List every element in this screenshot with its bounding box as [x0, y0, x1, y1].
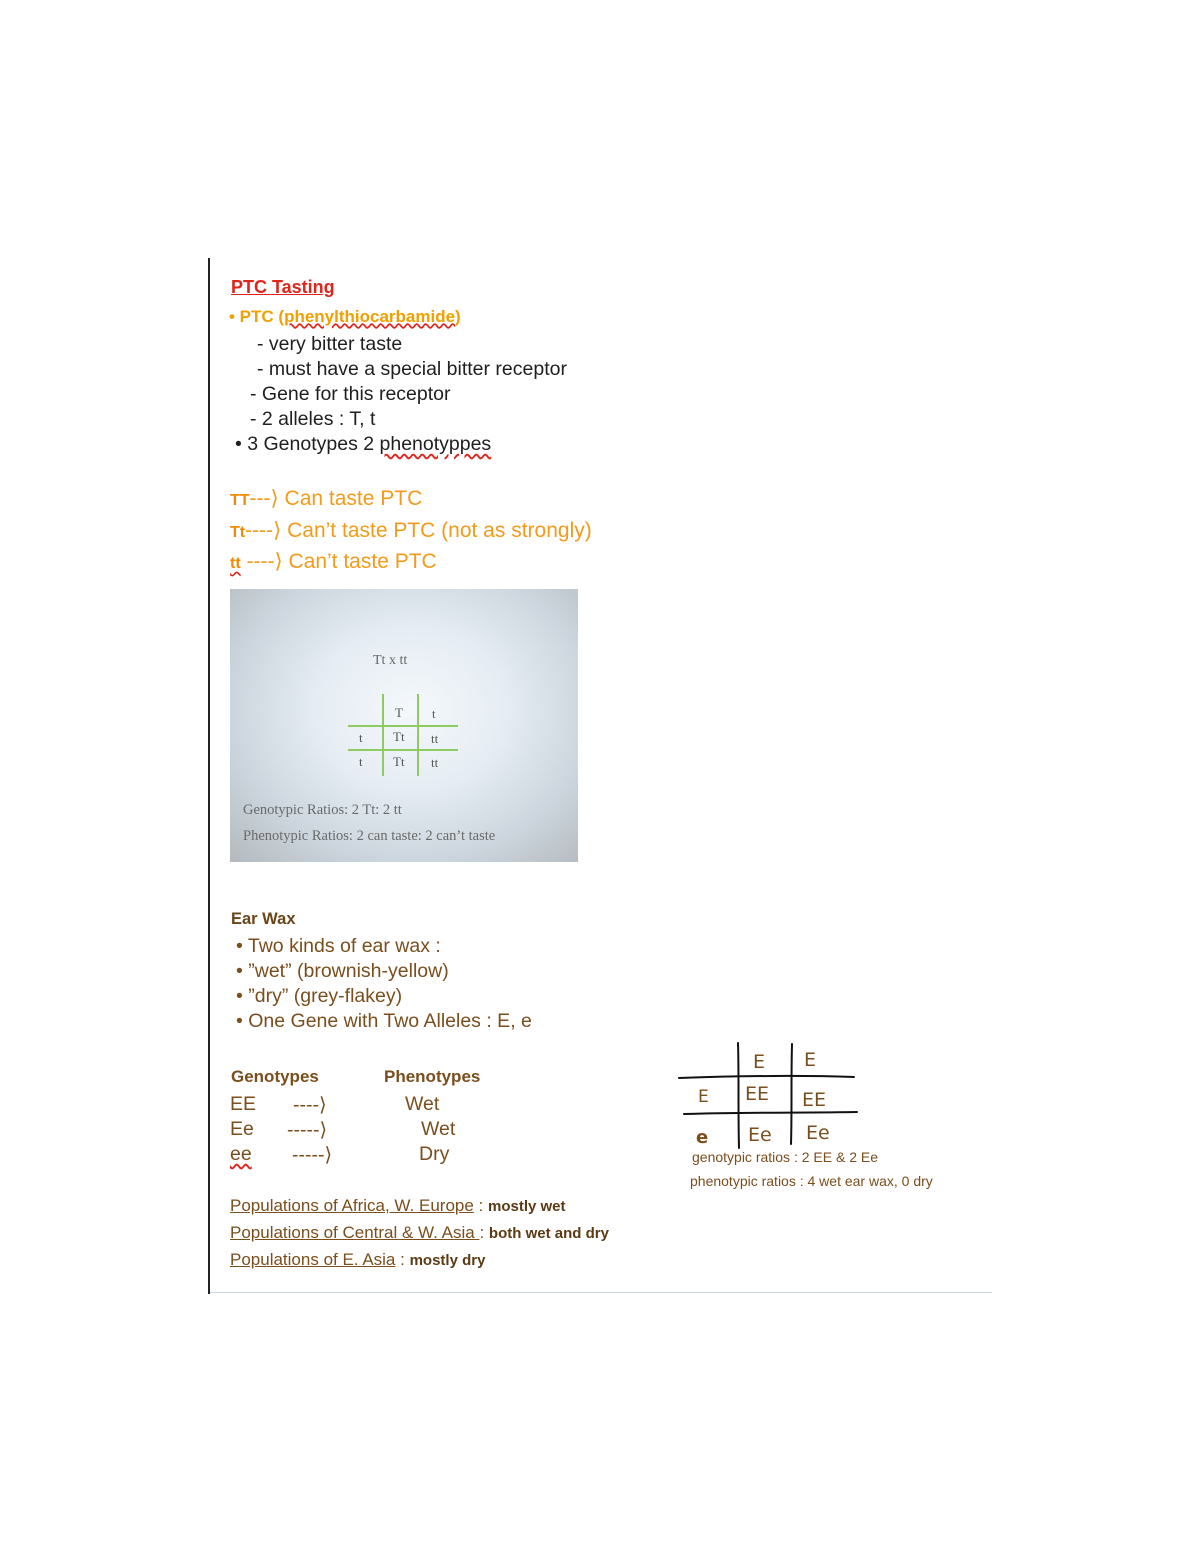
population-value: mostly wet — [487, 1198, 566, 1215]
genotype-result: ----⟩ Can’t taste PTC — [240, 550, 437, 573]
earwax-arrow: ----⟩ — [293, 1094, 327, 1116]
ptc-genotypes-text: • 3 Genotypes 2 — [235, 433, 380, 455]
photo-grid-line — [348, 725, 458, 727]
hand-phenotypic-ratio: phenotypic ratios : 4 wet ear wax, 0 dry — [690, 1173, 933, 1189]
phenotypes-header: Phenotypes — [384, 1067, 481, 1086]
earwax-phenotype: Wet — [405, 1093, 440, 1115]
earwax-phenotype: Dry — [419, 1143, 450, 1165]
earwax-genotype: ee — [230, 1143, 252, 1165]
earwax-arrow: -----⟩ — [287, 1119, 328, 1141]
population-place: Populations of Africa, W. Europe — [230, 1196, 474, 1215]
ptc-note-line: - very bitter taste — [257, 333, 403, 355]
hand-cell: Ee — [748, 1124, 772, 1146]
page-bottom-border — [210, 1292, 992, 1293]
hand-grid-line — [679, 1076, 854, 1078]
population-sep: : — [479, 1223, 489, 1242]
photo-grid-line — [348, 749, 458, 751]
ptc-note-line: - must have a special bitter receptor — [257, 358, 567, 380]
punnett-photo — [230, 589, 578, 862]
population-line — [230, 1223, 609, 1243]
ptc-bullet — [229, 307, 461, 327]
ptc-note-line: - 2 alleles : T, t — [250, 408, 376, 430]
hand-cell: EE — [802, 1089, 827, 1111]
earwax-phenotype: Wet — [421, 1118, 456, 1140]
photo-row-header: t — [359, 730, 363, 745]
genotype-code: Tt — [230, 524, 246, 541]
ptc-section-title: PTC Tasting — [231, 277, 335, 297]
hand-row-header: E — [698, 1087, 709, 1107]
hand-row-header: e — [696, 1127, 709, 1148]
population-line — [230, 1250, 485, 1270]
genotype-row-tt-upper — [230, 486, 422, 511]
hand-col-header: E — [804, 1049, 817, 1071]
earwax-arrow: -----⟩ — [292, 1144, 333, 1166]
ptc-genotypes-line — [235, 433, 491, 456]
earwax-note-line: • ”dry” (grey-flakey) — [236, 985, 403, 1007]
photo-cell: tt — [431, 755, 439, 770]
population-sep: : — [395, 1250, 410, 1269]
genotype-row-tt-lower — [230, 549, 437, 574]
handdrawn-punnett-square — [676, 1040, 866, 1150]
population-place: Populations of E. Asia — [230, 1250, 396, 1269]
photo-cell: tt — [431, 731, 439, 746]
genotype-row-tt-mixed — [230, 518, 592, 543]
earwax-genotype: Ee — [230, 1118, 254, 1140]
hand-grid-line — [791, 1044, 792, 1144]
photo-col-header: T — [395, 705, 403, 720]
ptc-note-line: - Gene for this receptor — [250, 383, 451, 405]
hand-col-header: E — [753, 1051, 766, 1073]
ptc-bullet-suffix: ) — [455, 307, 461, 326]
photo-grid-line — [417, 694, 419, 776]
earwax-section-title: Ear Wax — [231, 910, 296, 928]
ptc-full-name: phenylthiocarbamide — [284, 307, 456, 326]
genotype-result: ----⟩ Can’t taste PTC (not as strongly) — [245, 519, 592, 542]
photo-cell: Tt — [393, 754, 405, 769]
ptc-bullet-prefix: • PTC ( — [229, 307, 285, 326]
genotypes-header: Genotypes — [231, 1067, 319, 1086]
hand-grid-line — [738, 1043, 739, 1148]
photo-col-header: t — [432, 706, 436, 721]
earwax-note-line: • One Gene with Two Alleles : E, e — [236, 1010, 532, 1032]
hand-cell: EE — [745, 1083, 770, 1105]
population-place: Populations of Central & W. Asia — [230, 1223, 480, 1242]
genotype-code: TT — [230, 492, 250, 509]
photo-genotypic-ratio: Genotypic Ratios: 2 Tt: 2 tt — [243, 802, 402, 818]
photo-cross-label: Tt x tt — [373, 653, 408, 668]
earwax-note-line: • ”wet” (brownish-yellow) — [236, 960, 449, 982]
earwax-note-line: • Two kinds of ear wax : — [236, 935, 441, 957]
photo-cell: Tt — [393, 729, 405, 744]
earwax-genotype: EE — [230, 1093, 257, 1115]
hand-cell: Ee — [806, 1122, 830, 1144]
population-line — [230, 1196, 566, 1216]
hand-grid-line — [684, 1112, 857, 1114]
ptc-phenotypes-word: phenotyppes — [379, 433, 492, 455]
population-sep: : — [473, 1196, 488, 1215]
genotype-code: tt — [230, 555, 241, 572]
population-value: both wet and dry — [488, 1225, 609, 1242]
page-left-border — [208, 258, 210, 1294]
photo-grid-line — [382, 694, 384, 776]
photo-phenotypic-ratio: Phenotypic Ratios: 2 can taste: 2 can’t taste — [243, 828, 496, 844]
hand-genotypic-ratio: genotypic ratios : 2 EE & 2 Ee — [692, 1149, 878, 1165]
genotype-result: ---⟩ Can taste PTC — [249, 487, 423, 510]
population-value: mostly dry — [409, 1252, 486, 1269]
photo-row-header: t — [359, 754, 363, 769]
